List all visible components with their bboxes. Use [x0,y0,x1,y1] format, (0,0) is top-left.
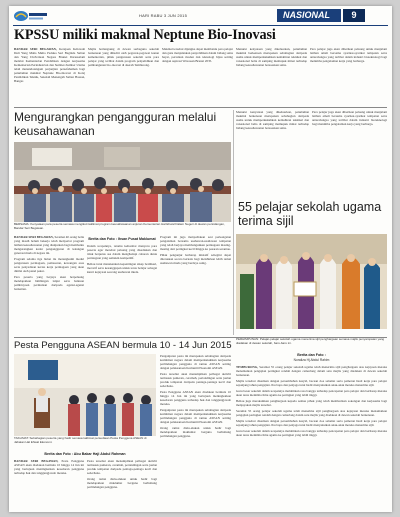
article1-text-2: Majlis berlangsung di dewan serbaguna sekolah berkenaan yang dihadiri oleh pegawai-pegawai kanan kementerian, pihak pengurusan sekolah serta para pelajar yang terlibat dalam program penyelidikan dan pembangunan bio-inovasi di daerah Temburong. [88,47,159,67]
article2-credit: Berita dan Foto : Ihsan Pusat Maklumat [88,237,156,241]
article3-text-4: Beliau juga merakamkan penghargaan kepada semua pihak yang telah memberikan sokongan dan kerjasama bagi menjayakan majlis tersebut. [236,399,387,407]
article3-body [236,365,387,511]
article1-column-3 [162,47,233,105]
article3-text-2: Majlis tersebut diserikan dengan persembahan nasyid, bacaan doa selamat serta pameran hasil kerja para pelajar sepanjang tahun pengajian. Ibu bapa dan penjaga turut hadir menyaksikan anak-anak mereka menerima sijil. [236,379,387,387]
article1-column-5 [310,47,387,105]
article1-text-4-cont: Menurut kenyataan yang dikeluarkan, penubuhan makmal berkenaan merupakan sebahagian daripada usaha untuk memperkukuhkan kemahiran teknikal dan vokasional belia di samping memupuk minat terhadap bidang keusahawanan berasaskan sains. [236,110,309,130]
article4-credit: Berita dan Foto : Abu Bakar Haji Abdul Rahman [44,452,126,456]
article2-headline: Mengurangkan pengangguran melalui keusahawanan [14,110,217,138]
article3-photo [236,234,387,329]
article3-headline: 55 pelajar sekolah ugama terima sijil [238,200,382,228]
article3-text-1: Seramai 55 orang pelajar sekolah ugama telah menerima sijil penghargaan atas kejayaan mereka menamatkan pengajian peringkat rendah dengan cemerlang dalam satu majlis yang diadakan di dewan sekolah berkenaan. [236,365,387,377]
article4-column-2 [87,459,157,511]
article4-byline: BANDAR SERI BEGAWAN, [14,459,59,463]
article4-text-1-cont: Pesta Pengguna ASEAN akan diadakan bermula 10 hingga 14 Jun ini yang bertujuan meningkatkan kesedaran pengguna terhadap hak dan tanggungjawab mereka. [160,390,231,406]
article1-column-1 [14,47,85,105]
newspaper-page [9,6,392,512]
masthead-rule [13,25,388,26]
article2-byline: BANDAR SERI BEGAWAN, [14,235,54,239]
article1-byline: BANDAR SERI BEGAWAN, [14,47,57,51]
article3-text-2-cont: Majlis tersebut diserikan dengan persembahan nasyid, bacaan doa selamat serta pameran hasil kerja para pelajar sepanjang tahun pengajian. Ibu bapa dan penjaga turut hadir menyaksikan anak-anak mereka menerima sijil. [236,419,387,427]
article4-text-3-cont: Penganjuran pesta ini merupakan sebahagian daripada komitmen negara dalam memperkukuhkan kerjasama perlindungan pengguna di rantau ASEAN seiring dengan pelaksanaan Komuniti Ekonomi ASEAN. [160,408,231,424]
article4-column-3 [160,354,231,511]
newspaper-logo-icon [13,9,49,23]
article1-text-3: Makmal tersebut dijangka dapat membantu para pelajar dan guru menjalankan penyelidikan dalam bidang sains hayat, pertanian moden dan teknologi hijau seiring dengan aspirasi Wawasan Brunei 2035. [162,47,233,63]
date-line: HARI RABU 3 JUN 2015 [139,13,188,18]
article4-text-2-cont: Pesta tersebut akan menampilkan pelbagai aktiviti termasuk pameran, ceramah, pertandingan serta jualan produk tempatan daripada peniaga-peniaga kecil dan sederhana. [160,372,231,388]
page-number: 9 [343,9,365,22]
article4-text-2: Pesta tersebut akan menampilkan pelbagai aktiviti termasuk pameran, ceramah, pertandingan serta jualan produk tempatan daripada peniaga-peniaga kecil dan sederhana. [87,459,157,475]
article1-headline: KPSSU miliki makmal Neptune Bio-Inovasi [14,27,276,43]
article2-column-2 [87,244,157,335]
article3-text-3-cont: Guru besar sekolah dalam ucapannya melahirkan rasa bangga terhadap pencapaian para pelajar dan berharap mereka akan terus menimba ilmu agama ke peringkat yang lebih tinggi. [236,429,387,437]
article1-continued-right [312,110,387,195]
article2-text-1: Seramai 40 orang belia yang masih belum bekerja telah menyertai program latihan keusahawanan yang dianjurkan bagi membantu mengurangkan kadar pengangguran di kalangan generasi muda di negara ini. [14,235,84,255]
article1-text-5: Para pelajar juga akan diberikan peluang untuk menjalani latihan amali bersama syarikat-syarikat tempatan serta antarabangsa yang terlibat dalam industri bioteknologi bagi menimba pengalaman kerja yang berharga. [310,47,387,63]
article2-text-3: Program ini juga menyediakan sesi perkongsian pengalaman bersama usahawan-usahawan tempatan yang telah berjaya membangunkan perniagaan masing-masing dari peringkat kecil hingga ke pasaran serantau. [160,235,231,251]
article4-text-1: Pesta Pengguna ASEAN akan diadakan bermula 10 hingga 14 Jun ini yang bertujuan meningkatkan kesedaran pengguna terhadap hak dan tanggungjawab mereka. [14,459,84,475]
article3-credit-title: Berita dan Foto : [297,353,326,357]
article3-byline: TEMBURONG, [236,365,259,369]
article2-text-1b: Program selama tiga bulan itu merangkumi modul pengurusan perniagaan, pemasaran, kewangan asas serta penyediaan kertas kerja perniagaan yang akan dinilai oleh panel pakar. [14,257,84,273]
article4-headline: Pesta Pengguna ASEAN bermula 10 - 14 Jun 2015 [14,340,232,351]
article2-photo [14,142,231,222]
section-label: NASIONAL [277,9,341,22]
article3-credit-name: Noraliza Hj Abdul Rahim [293,358,330,362]
masthead [9,6,392,26]
article2-column-3 [160,235,231,335]
article2-text-2: Dalam ucapannya, tetamu kehormat menyeru para peserta agar merebut peluang yang disediakan dan tidak berputus asa dalam menghadapi cabaran dunia perniagaan yang semakin kompetitif. [87,244,157,260]
article1-column-4 [236,47,307,105]
article4-photo [14,354,156,436]
article1-column-2 [88,47,159,105]
article4-text-2b-cont: Orang ramai dialu-alukan untuk hadir bagi mendapatkan maklumat berguna berhubung perlindungan pengguna. [160,426,231,438]
article1-text-1: Kerajaan Kebawah Duli Yang Maha Mulia Paduka Seri Baginda Sultan dan Yang Di-Pertuan Negara Brunei Darussalam melalui Kementerian Pendidikan dengan kerjasama Kementerian Perindustrian dan Sumber-Sumber Utama telah menandatangani perjanjian persefahaman bagi penubuhan makmal Neptune Bio-Inovasi di Kolej Pendidikan Teknik, Sekolah Menengah Sultan Hassan, Bangar. [14,47,85,83]
article1-text-5-cont: Para pelajar juga akan diberikan peluang untuk menjalani latihan amali bersama syarikat-syarikat tempatan serta antarabangsa yang terlibat dalam industri bioteknologi bagi menimba pengalaman kerja yang berharga. [312,110,387,126]
divider [14,107,387,108]
column-divider [233,110,234,335]
article2-text-3b: Pihak penganjur berharap inisiatif sebegini dapat diteruskan secara berkala bagi melahirkan lebih ramai usahawan muda yang berdaya saing. [160,253,231,265]
article2-column-1 [14,235,84,335]
article2-text-1c: Para peserta yang berjaya akan berpeluang mendapatkan bimbingan lanjut serta bantuan pembiayaan permulaan daripada agensi-agensi berkaitan. [14,275,84,291]
article2-caption: BERSAMA: Kenyataan para peserta semasa mengikuti taklimat program keusahawanan anjuran Kementerian Hal Ehwal Dalam Negeri di dewan persidangan, Bandar Seri Begawan. [14,223,225,230]
article3-text-3: Guru besar sekolah dalam ucapannya melahirkan rasa bangga terhadap pencapaian para pelajar dan berharap mereka akan terus menimba ilmu agama ke peringkat yang lebih tinggi. [236,389,387,397]
article3-text-1-cont: Seramai 55 orang pelajar sekolah ugama telah menerima sijil penghargaan atas kejayaan mereka menamatkan pengajian peringkat rendah dengan cemerlang dalam satu majlis yang diadakan di dewan sekolah berkenaan. [236,409,387,417]
article4-column-1 [14,459,84,511]
article4-caption: TAKLIMAT: Sebahagian peserta yang hadir semasa taklimat persediaan Pesta Pengguna ASEAN di Jabatan Hal Ehwal Ekonomi. [14,437,147,444]
article3-caption: PERHIMPUNAN: Pelajar-pelajar sekolah ugama menerima sijil penghargaan semasa majlis penyampaian yang diadakan di dewan sekolah, baru-baru ini. [236,338,385,345]
article1-continued-left [236,110,309,195]
article4-text-2b: Orang ramai dialu-alukan untuk hadir bagi mendapatkan maklumat berguna berhubung perlindungan pengguna. [87,477,157,489]
article4-text-3: Penganjuran pesta ini merupakan sebahagian daripada komitmen negara dalam memperkukuhkan kerjasama perlindungan pengguna di rantau ASEAN seiring dengan pelaksanaan Komuniti Ekonomi ASEAN. [160,354,231,370]
article2-text-2b: Beliau turut menekankan kepentingan sikap berdikari, inovatif serta kesanggupan untuk terus belajar sebagai kunci kejayaan seorang usahawan muda. [87,262,157,274]
article1-text-4: Menurut kenyataan yang dikeluarkan, penubuhan makmal berkenaan merupakan sebahagian daripada usaha untuk memperkukuhkan kemahiran teknikal dan vokasional belia di samping memupuk minat terhadap bidang keusahawanan berasaskan sains. [236,47,307,67]
